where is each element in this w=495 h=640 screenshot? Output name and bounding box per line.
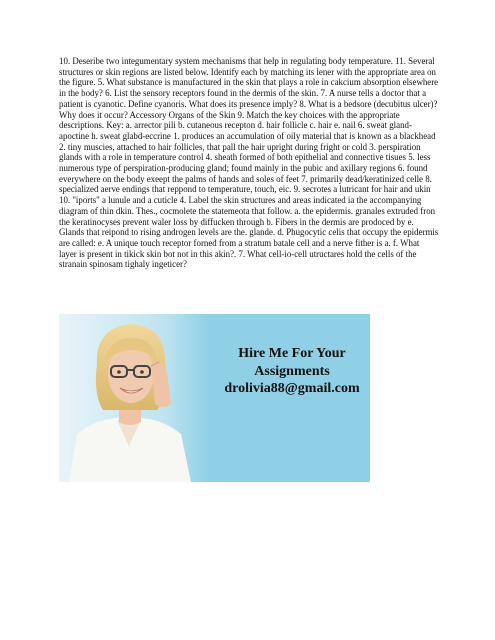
- woman-portrait-photo: [59, 314, 209, 482]
- assignment-ad-banner: [59, 314, 370, 482]
- ad-headline-line-2: Assignments: [254, 363, 330, 379]
- ad-headline-line-1: Hire Me For Your: [238, 346, 346, 361]
- worksheet-questions-text: 10. Deseribe two integumentary system mechanisms that help in regulating body temperature. 11. Several structures or skin regions are listed below. Identify each by matching its lener with the appropriate area on the figure. 5. What substance is manufactured in the skin that plays a role in cakcium absorption elsewhere in the body? 6. List the sensory receptors found in the dermis of the skin. 7. A nurse tells a doctor that a patient is cyanotic. Define cyanoris. What does its presence imply? 8. What is a bedsore (decubitus ulcer)? Why does it occur? Accessory Organs of the Skin 9. Match the key choices with the appropriate descriptions. Key: a. arrector pili b. cutaneous recepton d. hair follicle c. hair e. nail 6. sweat gland-apoctine h. sweat glabd-eccrine 1. produces an accumulation of oily material that is known as a blackhead 2. tiny muscies, attached to hair follicles, that pall the hair upright during fright or cold 3. perspiration glands with a role in temperature control 4. sheath formed of both epithelial and connective tisues 5. less numerous type of perspiration-producing gland; found mainly in the pubic and axillary regions 6. found everywhere on the body exeept the palms of hands and soles of feet 7. primarily dead/keratinized celle 8. specialized aerve endings that reppond to temperature, touch, eic. 9. secrotes a lutricant for hair and ukin 10. "iports" a lunule and a cuticle 4. Label the skin structures and areas indicated ia the accompanying diagram of thin dkin. Thes., cocmolete the statemeota that follow. a. the epidermis. granales extruded fron the keratinocyses prevent waler loss by diffucken through b. Fibers in the dermis are prodoced by e. Glands that reipond to rising androgen levels are the. glande. d. Phugocytic celis that occupy the epidermis are called: e. A unique touch receptor forned from a stratum batale cell and a nerve fither is a. f. What layer is present in tikick skin bot not in this akin?. 7. What cell-io-cell utructares hold the cells of the stranain spinosam tighaly ingeticer?: [59, 56, 439, 270]
- ad-message: [217, 345, 367, 398]
- ad-contact-email[interactable]: drolivia88@gmail.com: [224, 381, 360, 396]
